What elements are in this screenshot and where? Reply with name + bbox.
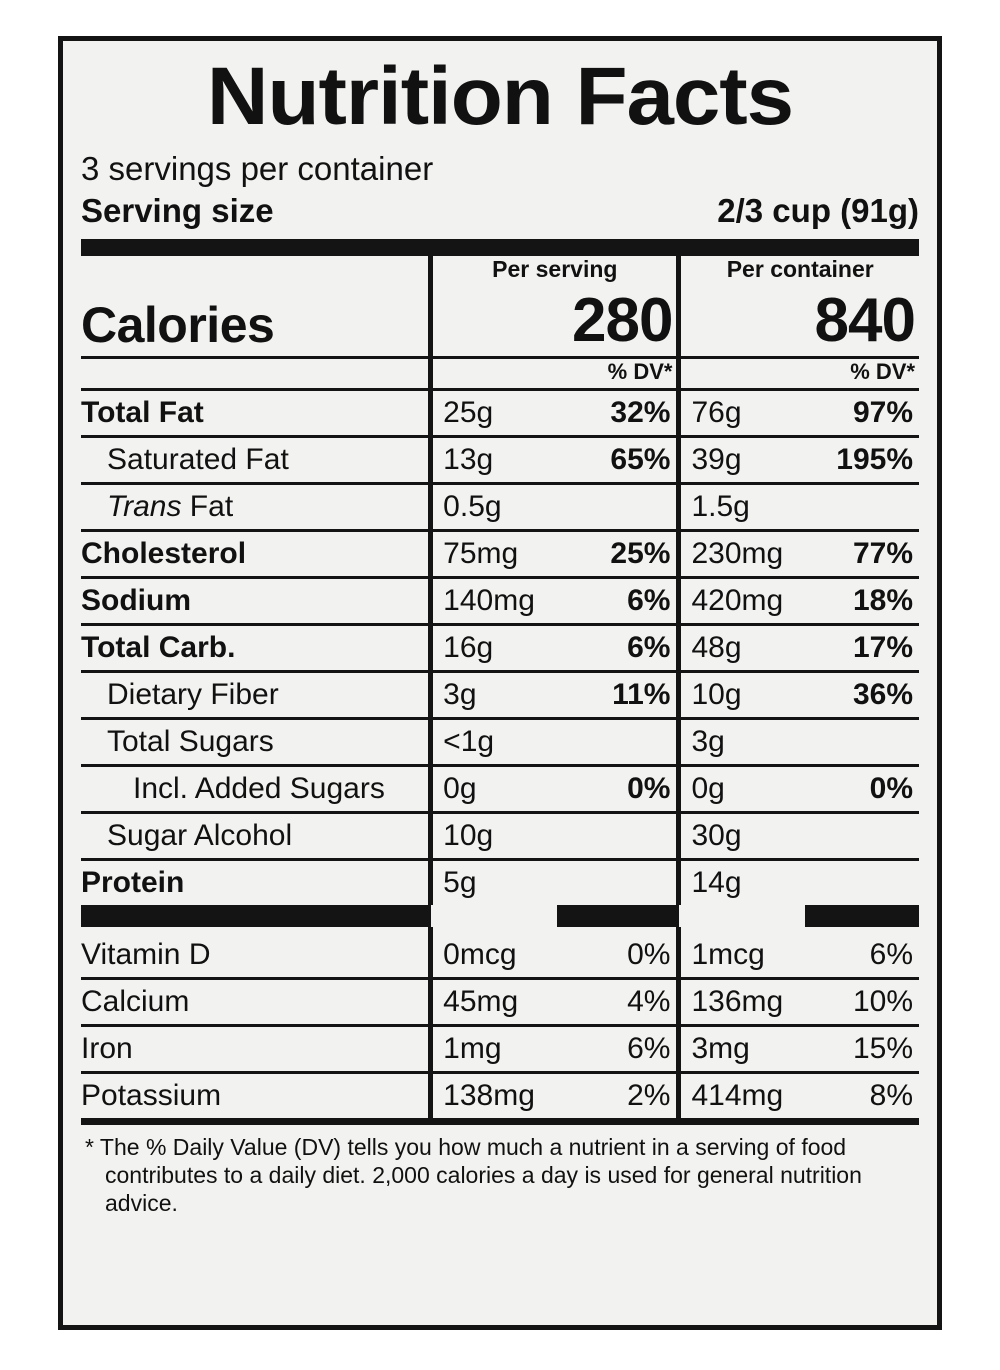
header-spacer: [81, 256, 431, 285]
dv-header-gap-1: [431, 357, 557, 388]
nutrient-dv-serving: [557, 812, 679, 858]
nutrient-amount-serving: 75mg: [431, 530, 557, 576]
table-row: [81, 765, 919, 811]
nutrient-amount-container: 420mg: [679, 577, 805, 623]
dv-header-serving: % DV*: [607, 358, 673, 384]
nutrient-name: Calcium: [81, 984, 190, 1018]
nutrient-amount-container: 1.5g: [679, 483, 805, 529]
nutrient-name: Iron: [81, 1031, 133, 1065]
serving-size-row: [81, 192, 919, 230]
nutrient-dv-serving: 25%: [610, 536, 671, 570]
dv-header-container: % DV*: [850, 358, 915, 384]
nutrient-name: Incl. Added Sugars: [133, 771, 385, 805]
nutrient-dv-serving: 0%: [627, 771, 671, 805]
footnote-line-1: * The % Daily Value (DV) tells you how much a nutrient in a serving of food: [85, 1133, 847, 1160]
nutrient-name: Sugar Alcohol: [107, 818, 293, 852]
nutrient-name: Total Fat: [81, 395, 204, 429]
nutrient-name: Sodium: [81, 583, 191, 617]
nutrient-amount-serving: 25g: [431, 389, 557, 435]
nutrient-name: Cholesterol: [81, 536, 247, 570]
column-headers-row: [81, 256, 919, 285]
nutrient-amount-container: 39g: [679, 436, 805, 482]
page-title: Nutrition Facts: [206, 51, 794, 142]
nutrient-dv-serving: 6%: [627, 1031, 671, 1065]
nutrient-name: Vitamin D: [81, 937, 211, 971]
nutrient-dv-container: [805, 718, 919, 764]
table-row: [81, 436, 919, 482]
nutrient-dv-serving: 6%: [627, 583, 671, 617]
nutrient-dv-serving: [557, 483, 679, 529]
header-per-serving: Per serving: [431, 256, 679, 285]
nutrient-name: Potassium: [81, 1078, 222, 1112]
nutrient-amount-container: 1mcg: [679, 933, 805, 977]
table-row: [81, 859, 919, 905]
nutrient-dv-container: 77%: [852, 536, 913, 570]
serving-size-value: 2/3 cup (91g): [717, 191, 919, 229]
calories-per-serving: 280: [431, 285, 679, 356]
nutrition-table: [81, 256, 919, 1118]
header-per-container: Per container: [679, 256, 919, 285]
table-row: [81, 812, 919, 858]
nutrient-amount-serving: 1mg: [431, 1025, 557, 1071]
nutrient-amount-container: 10g: [679, 671, 805, 717]
calories-row: [81, 285, 919, 356]
footnote-line-2: contributes to a daily diet. 2,000 calories a day is used for general nutrition advice.: [105, 1161, 862, 1216]
nutrient-dv-serving: 4%: [627, 984, 671, 1018]
nutrient-amount-serving: 3g: [431, 671, 557, 717]
band-gap-1: [431, 905, 557, 927]
band-segment-serving: [557, 905, 679, 927]
nutrient-dv-serving: 32%: [610, 395, 671, 429]
table-row: [81, 389, 919, 435]
nutrient-dv-container: [805, 812, 919, 858]
nutrient-name: Saturated Fat: [107, 442, 289, 476]
table-row: [81, 1072, 919, 1118]
band-gap-2: [679, 905, 805, 927]
dv-header-gap-2: [679, 357, 805, 388]
nutrient-dv-container: [805, 859, 919, 905]
nutrient-dv-container: 8%: [869, 1078, 913, 1112]
divider-thick-top: [81, 239, 919, 256]
nutrient-dv-serving: [557, 718, 679, 764]
nutrient-amount-serving: 0.5g: [431, 483, 557, 529]
table-row: [81, 933, 919, 977]
table-row: [81, 671, 919, 717]
band-segment-container: [805, 905, 919, 927]
nutrient-name: Total Sugars: [107, 724, 274, 758]
nutrient-amount-container: 3mg: [679, 1025, 805, 1071]
nutrient-amount-serving: <1g: [431, 718, 557, 764]
nutrient-amount-container: 414mg: [679, 1072, 805, 1118]
table-row: [81, 624, 919, 670]
nutrient-amount-serving: 0mcg: [431, 933, 557, 977]
nutrient-amount-container: 136mg: [679, 978, 805, 1024]
nutrient-amount-container: 14g: [679, 859, 805, 905]
nutrient-dv-serving: 6%: [627, 630, 671, 664]
nutrient-dv-serving: 0%: [627, 937, 671, 971]
nutrient-amount-container: 30g: [679, 812, 805, 858]
dv-header-spacer: [81, 357, 431, 388]
nutrient-name: Protein: [81, 865, 185, 899]
nutrient-amount-serving: 16g: [431, 624, 557, 670]
nutrient-amount-serving: 0g: [431, 765, 557, 811]
nutrient-dv-container: 15%: [852, 1031, 913, 1065]
band-segment-name: [81, 905, 431, 927]
servings-per-container: 3 servings per container: [81, 150, 434, 188]
nutrient-amount-serving: 13g: [431, 436, 557, 482]
table-row: [81, 530, 919, 576]
nutrient-amount-container: 48g: [679, 624, 805, 670]
nutrient-dv-container: 6%: [869, 937, 913, 971]
nutrition-facts-label: [58, 36, 942, 1330]
nutrient-amount-container: 230mg: [679, 530, 805, 576]
nutrient-dv-serving: 65%: [610, 442, 671, 476]
divider-band: [81, 905, 919, 927]
nutrient-dv-container: 10%: [852, 984, 913, 1018]
nutrient-amount-serving: 5g: [431, 859, 557, 905]
nutrient-amount-container: 3g: [679, 718, 805, 764]
nutrient-dv-container: 17%: [852, 630, 913, 664]
table-row: [81, 483, 919, 529]
nutrient-amount-serving: 140mg: [431, 577, 557, 623]
nutrient-dv-serving: [557, 859, 679, 905]
divider-above-footnote: [81, 1118, 919, 1125]
nutrient-name: Dietary Fiber: [107, 677, 279, 711]
nutrient-dv-container: 0%: [869, 771, 913, 805]
nutrient-amount-serving: 45mg: [431, 978, 557, 1024]
nutrient-amount-container: 0g: [679, 765, 805, 811]
table-row: [81, 1025, 919, 1071]
nutrient-dv-serving: 2%: [627, 1078, 671, 1112]
nutrient-amount-serving: 10g: [431, 812, 557, 858]
dv-header-row: [81, 357, 919, 388]
table-row: [81, 577, 919, 623]
serving-size-label: Serving size: [81, 191, 274, 229]
nutrient-name: Total Carb.: [81, 630, 236, 664]
table-row: [81, 718, 919, 764]
footnote: [81, 1133, 919, 1217]
calories-per-container: 840: [679, 285, 919, 356]
nutrient-name: Trans Fat: [107, 489, 234, 523]
calories-label: Calories: [81, 296, 275, 353]
nutrient-dv-serving: 11%: [612, 677, 671, 711]
table-row: [81, 978, 919, 1024]
nutrient-dv-container: [805, 483, 919, 529]
nutrient-dv-container: 97%: [852, 395, 913, 429]
nutrient-amount-container: 76g: [679, 389, 805, 435]
nutrient-dv-container: 36%: [852, 677, 913, 711]
nutrient-dv-container: 195%: [836, 442, 913, 476]
nutrient-amount-serving: 138mg: [431, 1072, 557, 1118]
nutrient-dv-container: 18%: [852, 583, 913, 617]
